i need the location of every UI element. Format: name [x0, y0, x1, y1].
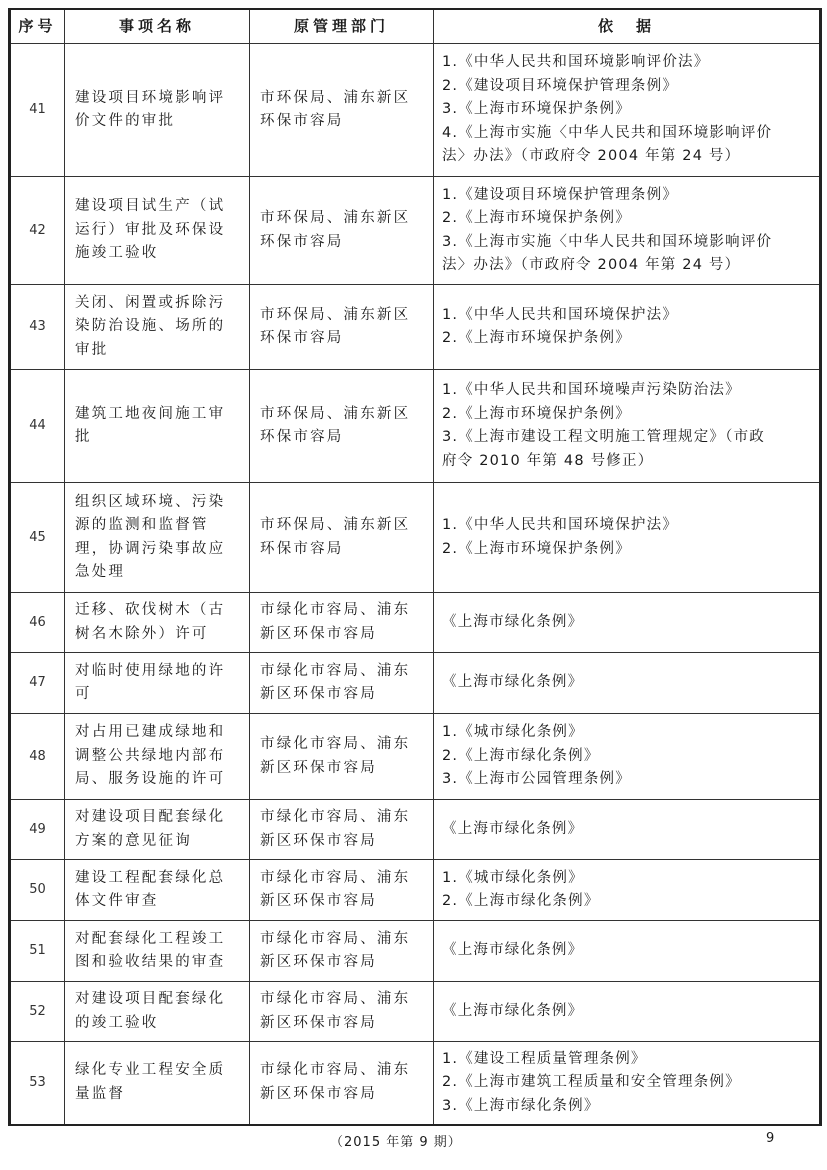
table-row [10, 593, 821, 653]
item-name-cell: 建设项目试生产（试运行）审批及环保设施竣工验收 [65, 177, 250, 285]
department-cell: 市绿化市容局、浦东新区环保市容局 [250, 653, 434, 714]
legal-basis-line: 2.《上海市环境保护条例》 [442, 330, 631, 346]
serial-number-cell: 45 [10, 483, 65, 593]
department-cell: 市绿化市容局、浦东新区环保市容局 [250, 982, 434, 1042]
table-row [10, 982, 821, 1042]
legal-basis-line: 4.《上海市实施〈中华人民共和国环境影响评价 [442, 124, 773, 141]
legal-basis-line: 府令 2010 年第 48 号修正） [442, 452, 654, 469]
serial-number-cell: 43 [10, 285, 65, 370]
table-row [10, 483, 821, 593]
serial-number-cell: 53 [10, 1042, 65, 1125]
item-name-cell: 对临时使用绿地的许可 [65, 653, 250, 714]
table-row [10, 370, 821, 483]
legal-basis-cell [434, 982, 821, 1042]
legal-basis-line: 《上海市绿化条例》 [442, 613, 584, 630]
serial-number-cell: 52 [10, 982, 65, 1042]
legal-basis-line: 1.《中华人民共和国环境保护法》 [442, 517, 679, 533]
legal-basis-cell [434, 653, 821, 714]
header-item-name: 事项名称 [65, 9, 250, 44]
items-table [8, 8, 822, 1126]
item-name-cell: 建设工程配套绿化总体文件审查 [65, 860, 250, 921]
legal-basis-cell [434, 860, 821, 921]
item-name-cell: 对占用已建成绿地和调整公共绿地内部布局、服务设施的许可 [65, 714, 250, 800]
serial-number-cell: 42 [10, 177, 65, 285]
legal-basis-line: 3.《上海市公园管理条例》 [442, 771, 631, 788]
legal-basis-line: 1.《中华人民共和国环境噪声污染防治法》 [442, 382, 741, 398]
legal-basis-cell [434, 285, 821, 370]
serial-number-cell: 50 [10, 860, 65, 921]
legal-basis-line: 1.《城市绿化条例》 [442, 869, 584, 886]
legal-basis-line: 3.《上海市实施〈中华人民共和国环境影响评价 [442, 233, 773, 250]
legal-basis-cell [434, 1042, 821, 1125]
item-name-cell: 对建设项目配套绿化方案的意见征询 [65, 800, 250, 860]
legal-basis-line: 1.《中华人民共和国环境影响评价法》 [442, 54, 710, 71]
department-cell: 市绿化市容局、浦东新区环保市容局 [250, 593, 434, 653]
serial-number-cell: 46 [10, 593, 65, 653]
table-row [10, 714, 821, 800]
department-cell: 市环保局、浦东新区环保市容局 [250, 177, 434, 285]
legal-basis-line: 1.《城市绿化条例》 [442, 724, 584, 741]
legal-basis-line: 2.《上海市环境保护条例》 [442, 405, 631, 422]
legal-basis-cell [434, 177, 821, 285]
item-name-cell: 建筑工地夜间施工审批 [65, 370, 250, 483]
department-cell: 市绿化市容局、浦东新区环保市容局 [250, 921, 434, 982]
table-row [10, 860, 821, 921]
department-cell: 市环保局、浦东新区环保市容局 [250, 44, 434, 177]
legal-basis-line: 3.《上海市建设工程文明施工管理规定》（市政 [442, 429, 765, 445]
legal-basis-cell [434, 921, 821, 982]
legal-basis-line: 2.《建设项目环境保护管理条例》 [442, 77, 679, 94]
legal-basis-cell [434, 714, 821, 800]
header-serial-number: 序号 [10, 9, 65, 44]
serial-number-cell: 51 [10, 921, 65, 982]
serial-number-cell: 48 [10, 714, 65, 800]
legal-basis-line: 《上海市绿化条例》 [442, 1002, 584, 1019]
legal-basis-line: 法〉办法》（市政府令 2004 年第 24 号） [442, 257, 741, 273]
table-row [10, 1042, 821, 1125]
table-row [10, 177, 821, 285]
department-cell: 市绿化市容局、浦东新区环保市容局 [250, 1042, 434, 1125]
table-header-row [10, 9, 821, 44]
serial-number-cell: 49 [10, 800, 65, 860]
legal-basis-line: 1.《建设工程质量管理条例》 [442, 1050, 647, 1067]
department-cell: 市绿化市容局、浦东新区环保市容局 [250, 714, 434, 800]
legal-basis-line: 1.《中华人民共和国环境保护法》 [442, 306, 679, 323]
table-row [10, 44, 821, 177]
issue-label: （2015 年第 9 期） [330, 1135, 462, 1150]
table-body [10, 44, 821, 1125]
item-name-cell: 组织区域环境、污染源的监测和监督管理，协调污染事故应急处理 [65, 483, 250, 593]
department-cell: 市绿化市容局、浦东新区环保市容局 [250, 860, 434, 921]
legal-basis-cell [434, 483, 821, 593]
legal-basis-line: 2.《上海市建筑工程质量和安全管理条例》 [442, 1074, 741, 1090]
item-name-cell: 关闭、闲置或拆除污染防治设施、场所的审批 [65, 285, 250, 370]
table-row [10, 653, 821, 714]
department-cell: 市绿化市容局、浦东新区环保市容局 [250, 800, 434, 860]
serial-number-cell: 44 [10, 370, 65, 483]
item-name-cell: 绿化专业工程安全质量监督 [65, 1042, 250, 1125]
page-number: 9 [766, 1131, 775, 1146]
legal-basis-cell [434, 800, 821, 860]
legal-basis-cell [434, 593, 821, 653]
header-original-department: 原管理部门 [250, 9, 434, 44]
legal-basis-line: 《上海市绿化条例》 [442, 820, 584, 837]
legal-basis-line: 法〉办法》（市政府令 2004 年第 24 号） [442, 148, 741, 165]
item-name-cell: 对配套绿化工程竣工图和验收结果的审查 [65, 921, 250, 982]
legal-basis-line: 3.《上海市环境保护条例》 [442, 101, 631, 118]
item-name-cell: 对建设项目配套绿化的竣工验收 [65, 982, 250, 1042]
serial-number-cell: 41 [10, 44, 65, 177]
department-cell: 市环保局、浦东新区环保市容局 [250, 285, 434, 370]
legal-basis-line: 1.《建设项目环境保护管理条例》 [442, 186, 679, 203]
department-cell: 市环保局、浦东新区环保市容局 [250, 370, 434, 483]
legal-basis-cell [434, 370, 821, 483]
item-name-cell: 迁移、砍伐树木（古树名木除外）许可 [65, 593, 250, 653]
legal-basis-line: 2.《上海市绿化条例》 [442, 893, 600, 909]
legal-basis-cell [434, 44, 821, 177]
table-row [10, 921, 821, 982]
legal-basis-line: 《上海市绿化条例》 [442, 674, 584, 691]
serial-number-cell: 47 [10, 653, 65, 714]
legal-basis-line: 3.《上海市绿化条例》 [442, 1097, 600, 1114]
legal-basis-line: 《上海市绿化条例》 [442, 942, 584, 959]
table-row [10, 285, 821, 370]
department-cell: 市环保局、浦东新区环保市容局 [250, 483, 434, 593]
table-row [10, 800, 821, 860]
legal-basis-line: 2.《上海市绿化条例》 [442, 747, 600, 764]
header-legal-basis: 依 据 [434, 9, 821, 44]
legal-basis-line: 2.《上海市环境保护条例》 [442, 540, 631, 557]
item-name-cell: 建设项目环境影响评价文件的审批 [65, 44, 250, 177]
legal-basis-line: 2.《上海市环境保护条例》 [442, 210, 631, 226]
